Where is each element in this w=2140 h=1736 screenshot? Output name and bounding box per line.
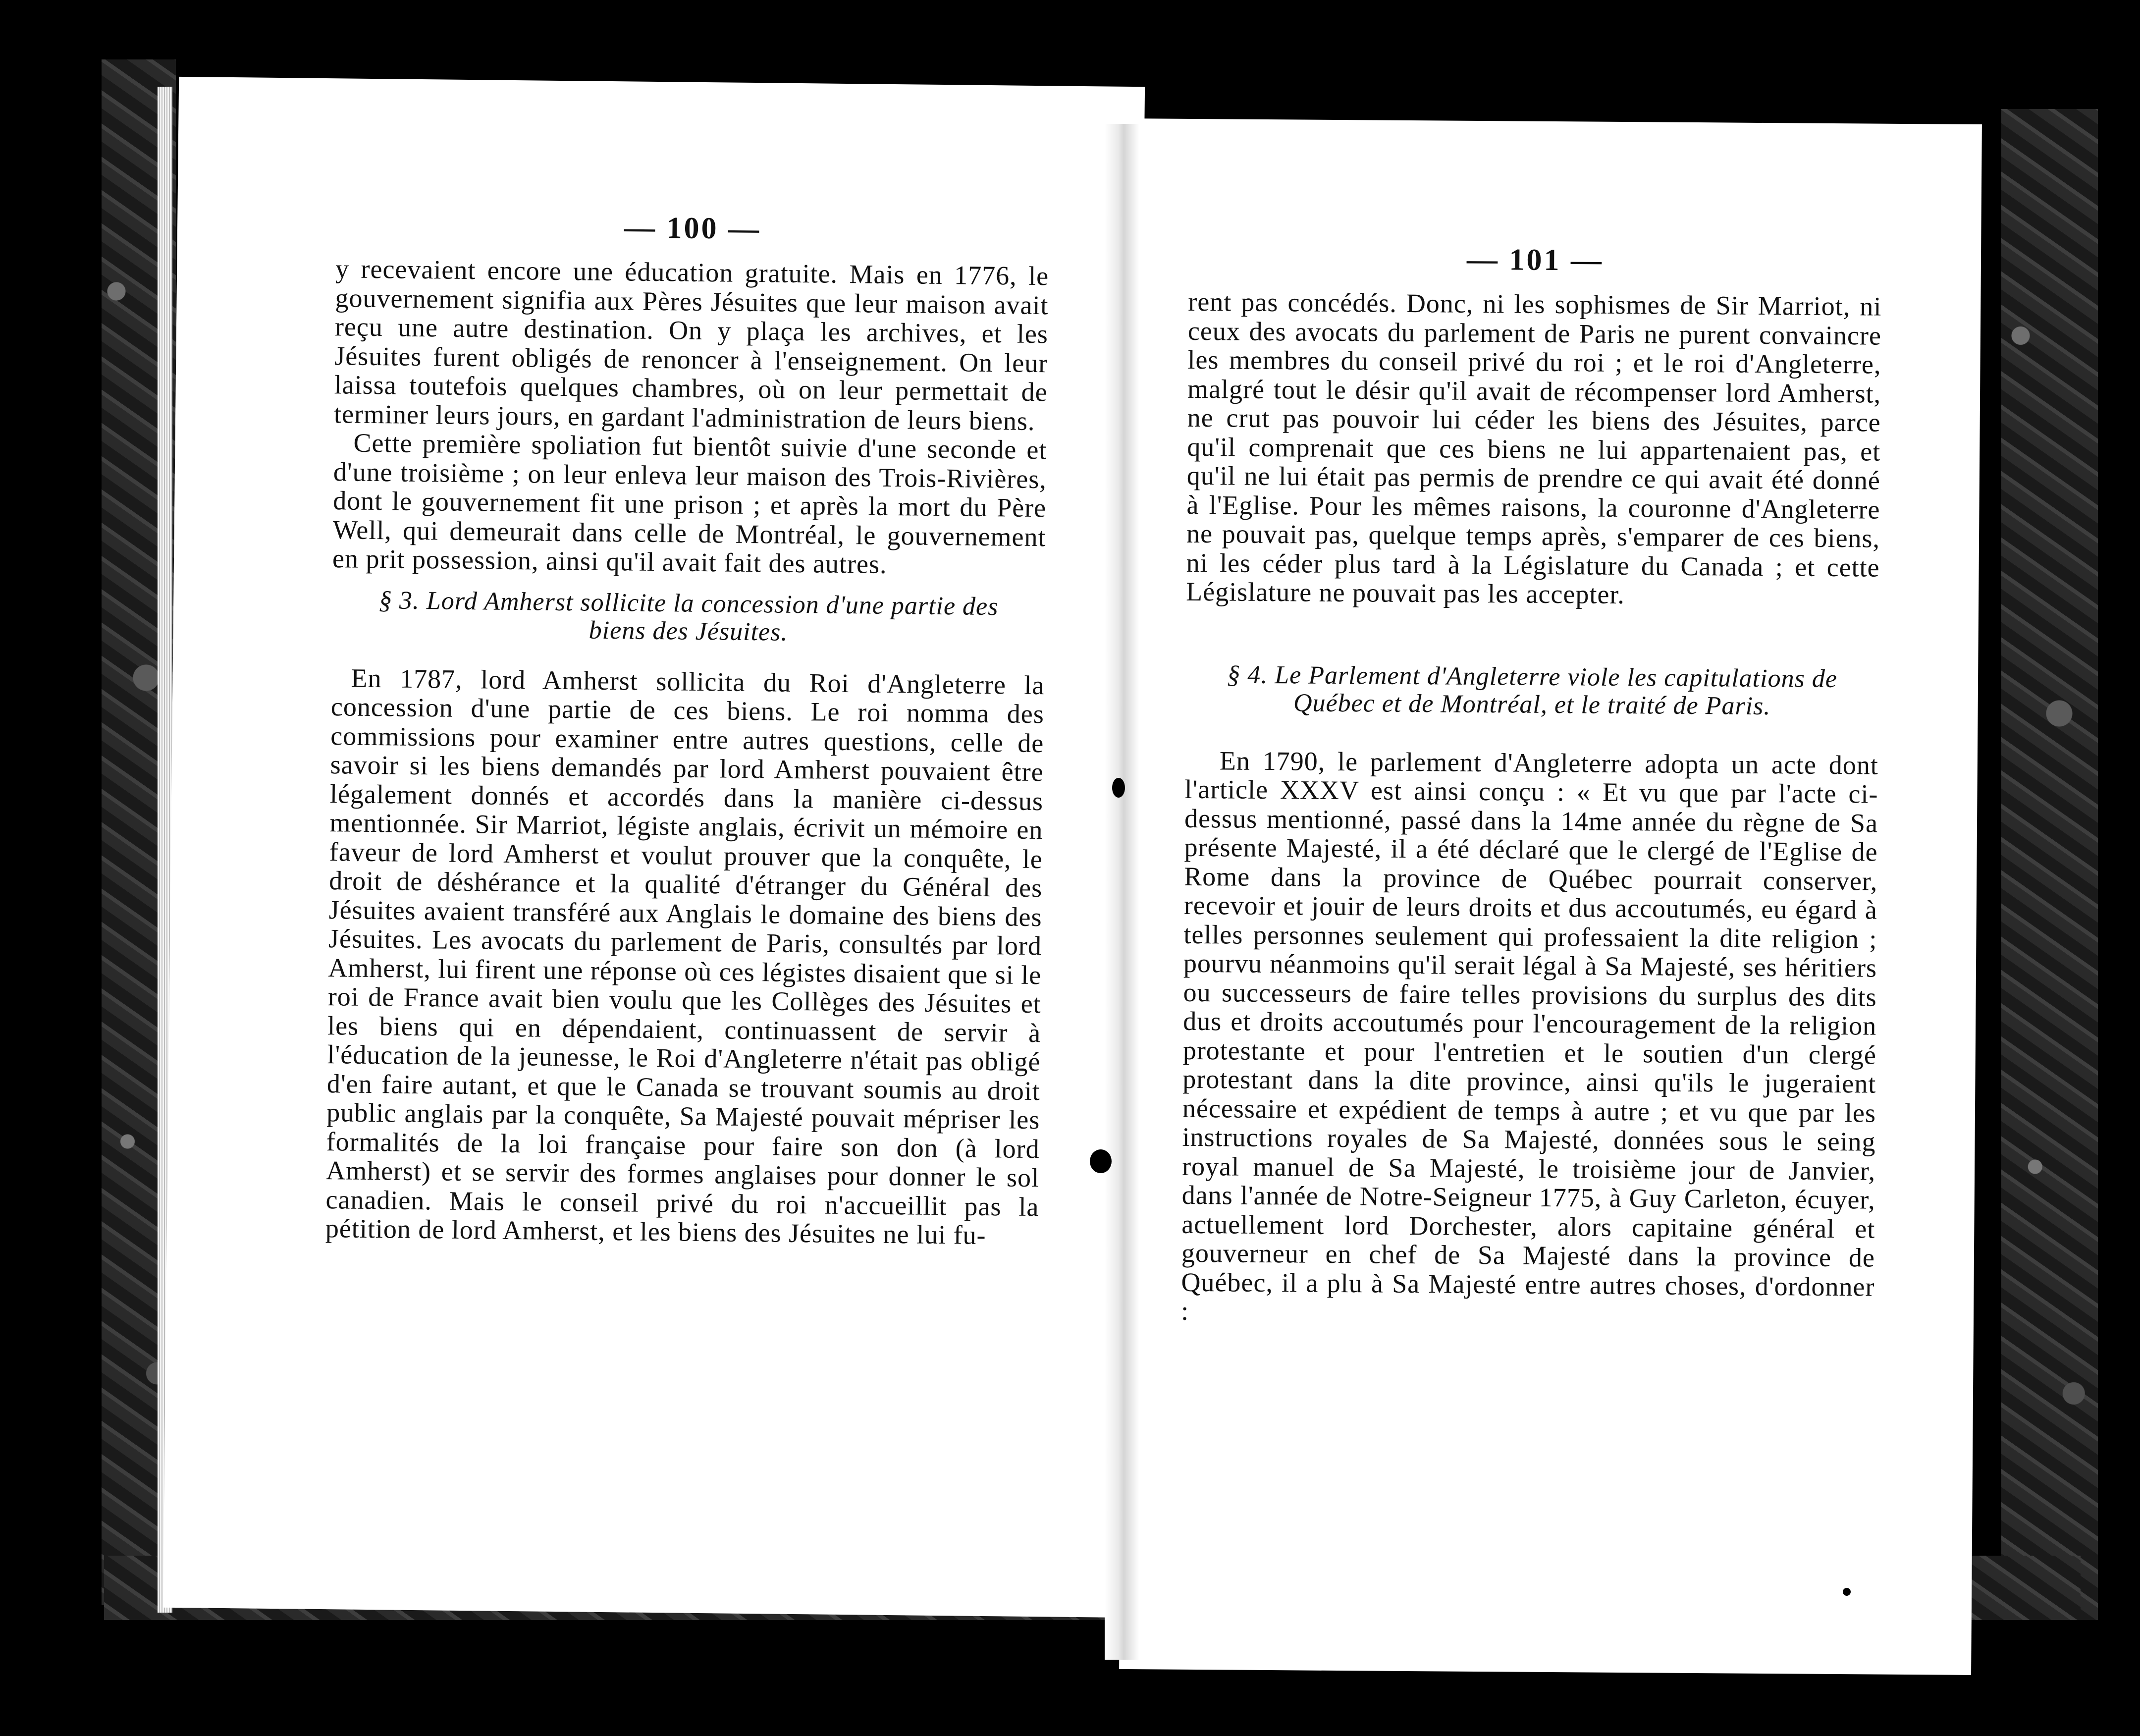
page-number-right: — 101 — — [1466, 242, 1604, 277]
left-page — [163, 77, 1145, 1618]
marbled-board-right — [2001, 109, 2098, 1620]
page-number-left: — 100 — — [624, 211, 761, 246]
right-paragraph-1: rent pas concédés. Donc, ni les sophismes de Sir Marriot, ni ceux des avocats du parlement de Paris ne purent convaincre les membres du conseil privé du roi ; et le roi d'Angleterre, malgré tout le désir qu'il avait de récompenser lord Amherst, ne crut pas pouvoir lui céder les biens des Jésuites, parce qu'il comprenait que ces biens ne lui appartenaient pas, et qu'il ne lui était pas permis de prendre ce qui avait été donné à l'Eglise. Pour les mêmes raisons, la couronne d'Angleterre ne pouvait pas, quelque temps après, s'emparer de ces biens, ni les céder plus tard à la Législature du Canada ; et cette Législature ne pouvait pas les accepter. — [1186, 286, 1882, 610]
gutter-shadow — [1105, 124, 1139, 1660]
left-paragraph-3: En 1787, lord Amherst sollicita du Roi d'Angleterre la concession d'une partie de ces biens. Le roi nomma des commissions pour examiner entre autres questions, celle de savoir si les biens demandés par lord Amherst pouvaient être légalement donnés et accordés dans la manière ci-dessus mentionnée. Sir Marriot, légiste anglais, écrivit un mémoire en faveur de lord Amherst et voulut prouver que la conquête, le droit de déshérance et la qualité d'étranger du Général des Jésuites avaient transféré aux Anglais le domaine des biens des Jésuites. Les avocats du parlement de Paris, consultés par lord Amherst, lui firent une réponse où ces légistes disaient que si le roi de France avait bien voulu que les Collèges des Jésuites et les biens qui en dépendaient, continuassent de servir à l'éducation de la jeunesse, le Roi d'Angleterre n'était pas obligé d'en faire autant, et que le Canada se trouvant soumis au droit public anglais par la conquête, Sa Majesté pouvait mépriser les formalités de la loi française pour faire son don (à lord Amherst) et se servir des formes anglaises pour donner le sol canadien. Mais le conseil privé du roi n'accueillit pas la pétition de lord Amherst, et les biens des Jésuites ne lui fu- — [325, 663, 1045, 1250]
binding-hole — [1090, 1149, 1112, 1173]
right-paragraph-2: En 1790, le parlement d'Angleterre adopta un acte dont l'article XXXV est ainsi conçu : « Et vu que par l'acte ci-dessus mentionné, passé dans la 14me année du règne de Sa présente Majesté, il a été déclaré que le clergé de l'Eglise de Rome dans la province de Québec pourrait conserver, recevoir et jouir de leurs droits et dus accoutumés, eu égard à telles personnes seulement qui professaient la dite religion ; pourvu néanmoins qu'il serait légal à Sa Majesté, ses héritiers ou successeurs de faire telles provisions du surplus des dits dus et droits accoutumés pour l'encouragement de la religion protestante et pour l'entretien et le soutien d'un clergé protestant dans la dite province, ainsi qu'ils le jugeraient nécessaire et expédient de temps à autre ; et vu que par les instructions royales de Sa Majesté, données sous le seing royal manuel de Sa Majesté, le troisième jour de Janvier, dans l'année de Notre-Seigneur 1775, à Guy Carleton, écuyer, actuellement lord Dorchester, alors capitaine général et gouverneur en chef de Sa Majesté dans la province de Québec, il a plu à Sa Majesté entre autres choses, d'ordonner : — [1180, 745, 1879, 1326]
left-paragraph-1: y recevaient encore une éducation gratuite. Mais en 1776, le gouvernement signifia aux Pères Jésuites que leur maison avait reçu une autre destination. On y plaça les archives, et les Jésuites furent obligés de renoncer à l'enseignement. On leur laissa toutefois quelques chambres, où on leur permettait de terminer leurs jours, en gardant l'administration de leurs biens. — [333, 254, 1049, 436]
right-page — [1119, 118, 1982, 1675]
section-heading-3: § 3. Lord Amherst sollicite la concession d'une partie des biens des Jésuites. — [378, 586, 999, 647]
ink-dot — [1843, 1588, 1851, 1596]
section-heading-4: § 4. Le Parlement d'Angleterre viole les capitulations de Québec et de Montréal, et le traité de Paris. — [1227, 660, 1838, 720]
left-paragraph-2: Cette première spoliation fut bientôt suivie d'une seconde et d'une troisième ; on leur enleva leur maison des Trois-Rivières, dont le gouvernement fit une prison ; et après la mort du Père Well, qui demeurait dans celle de Montréal, le gouvernement en prit possession, ainsi qu'il avait fait des autres. — [332, 428, 1047, 579]
binding-hole — [1112, 778, 1125, 798]
